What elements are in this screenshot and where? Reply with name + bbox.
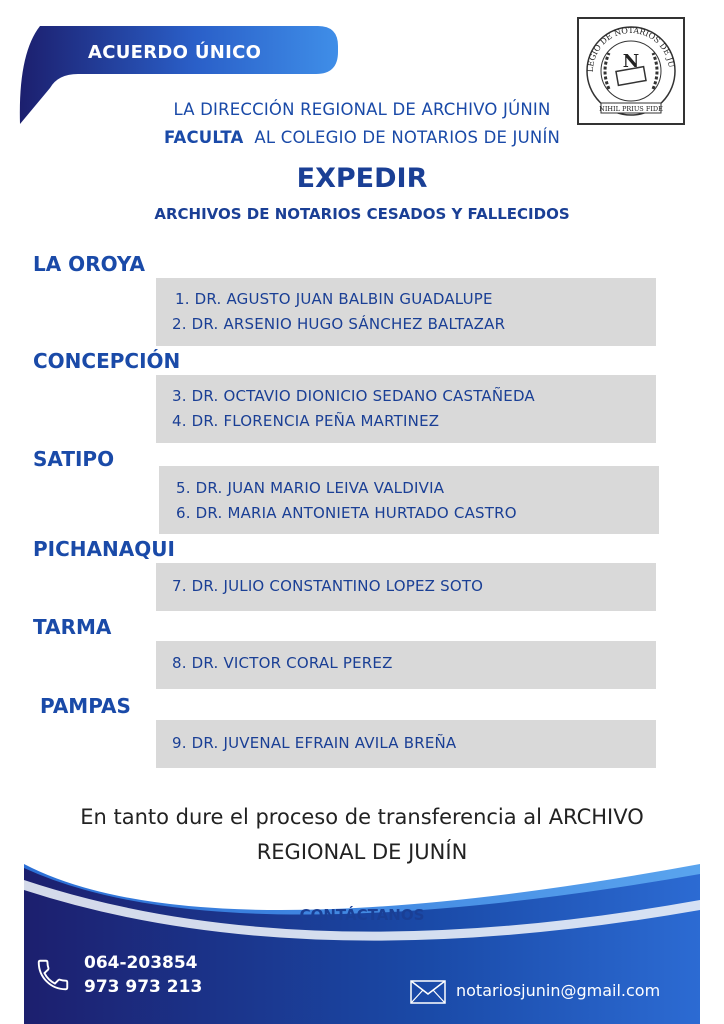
svg-text:N: N — [622, 51, 640, 72]
notice-line-1: En tanto dure el proceso de transferencia al ARCHIVO — [80, 805, 644, 829]
phone-number-1[interactable]: 064-203854 — [84, 953, 198, 973]
contact-title: CONTÁCTANOS — [299, 906, 425, 924]
entries-box-satipo — [159, 466, 659, 534]
city-tarma: TARMA — [33, 615, 112, 639]
email-link[interactable]: notariosjunin@gmail.com — [456, 981, 661, 1000]
heading-line-2-rest: AL COLEGIO DE NOTARIOS DE JUNÍN — [254, 128, 561, 147]
city-la-oroya: LA OROYA — [33, 252, 145, 276]
entry-5: 5. DR. JUAN MARIO LEIVA VALDIVIA — [176, 479, 445, 497]
entry-2: 2. DR. ARSENIO HUGO SÁNCHEZ BALTAZAR — [172, 315, 506, 333]
notice-line-2: REGIONAL DE JUNÍN — [256, 840, 468, 864]
city-pichanaqui: PICHANAQUI — [33, 537, 175, 561]
entry-4: 4. DR. FLORENCIA PEÑA MARTINEZ — [172, 412, 440, 430]
city-concepcion: CONCEPCIÓN — [33, 349, 181, 373]
heading-faculta: FACULTA — [163, 128, 244, 147]
entry-9: 9. DR. JUVENAL EFRAIN AVILA BREÑA — [172, 734, 457, 752]
phone-number-2[interactable]: 973 973 213 — [84, 977, 203, 997]
svg-text:NIHIL PRIUS FIDE: NIHIL PRIUS FIDE — [599, 105, 663, 113]
banner-label: ACUERDO ÚNICO — [88, 42, 262, 63]
entries-box-la-oroya — [156, 278, 656, 346]
svg-text:COLEGIO DE NOTARIOS DE JUNÍN: LEGIO DE NOTARIOS DE JU — [585, 25, 676, 73]
city-pampas: PAMPAS — [40, 694, 131, 718]
entry-7: 7. DR. JULIO CONSTANTINO LOPEZ SOTO — [172, 577, 484, 595]
entry-8: 8. DR. VICTOR CORAL PEREZ — [172, 654, 393, 672]
heading-line-1: LA DIRECCIÓN REGIONAL DE ARCHIVO JÚNIN — [173, 100, 551, 119]
entries-box-concepcion — [156, 375, 656, 443]
city-satipo: SATIPO — [33, 447, 115, 471]
heading-line-2 — [0, 128, 724, 147]
title-expedir: EXPEDIR — [296, 163, 428, 194]
entry-1: 1. DR. AGUSTO JUAN BALBIN GUADALUPE — [175, 290, 493, 308]
entry-3: 3. DR. OCTAVIO DIONICIO SEDANO CASTAÑEDA — [172, 387, 535, 405]
envelope-icon — [410, 980, 446, 1008]
phone-icon — [34, 956, 72, 998]
entry-6: 6. DR. MARIA ANTONIETA HURTADO CASTRO — [176, 504, 517, 522]
subtitle: ARCHIVOS DE NOTARIOS CESADOS Y FALLECIDOS — [154, 205, 570, 223]
